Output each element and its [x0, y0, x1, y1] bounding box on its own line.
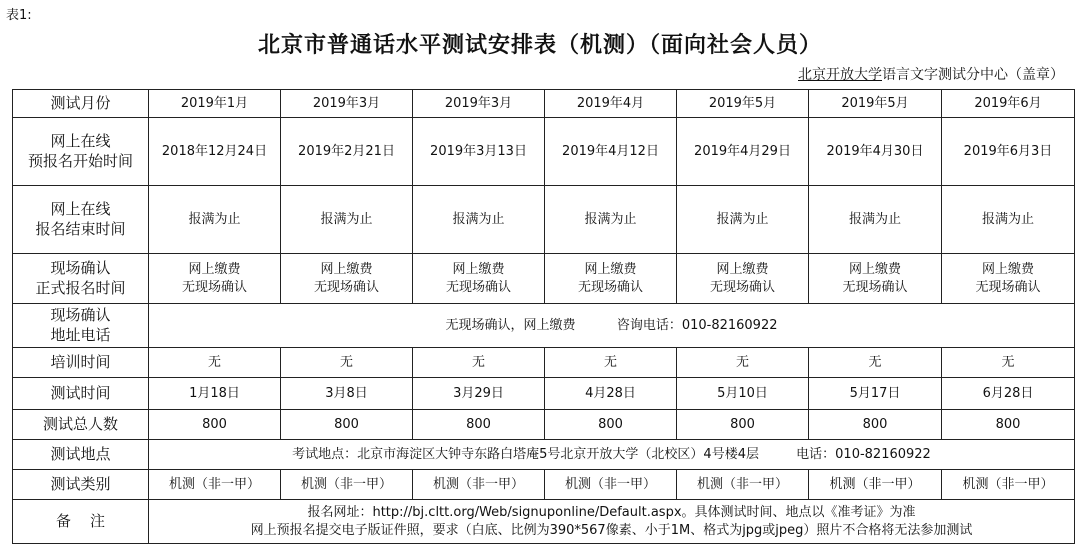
- prereg-start-cell: 2019年4月12日: [545, 118, 677, 186]
- training-cell: 无: [413, 348, 545, 378]
- row-test-time: [13, 378, 1075, 410]
- prereg-start-cell: 2018年12月24日: [149, 118, 281, 186]
- month-cell: 2019年3月: [413, 90, 545, 118]
- row-header: 备 注: [13, 500, 149, 544]
- reg-end-cell: 报满为止: [413, 186, 545, 254]
- remarks-line: 网上预报名提交电子版证件照，要求（白底、比例为390*567像素、小于1M、格式为jpg或jpeg）照片不合格将无法参加测试: [250, 522, 973, 538]
- row-header: [13, 304, 149, 348]
- training-cell: 无: [281, 348, 413, 378]
- reg-end-cell: 报满为止: [149, 186, 281, 254]
- category-cell: 机测（非一甲）: [413, 470, 545, 500]
- row-header: 测试月份: [13, 90, 149, 118]
- row-header: 测试类别: [13, 470, 149, 500]
- row-test-location: [13, 440, 1075, 470]
- total-cell: 800: [677, 410, 809, 440]
- row-remarks: [13, 500, 1075, 544]
- reg-end-cell: 报满为止: [677, 186, 809, 254]
- training-cell: 无: [942, 348, 1075, 378]
- onsite-confirm-cell: 网上缴费 无现场确认: [677, 254, 809, 304]
- row-header-line: 地址电话: [50, 325, 111, 344]
- row-test-category: [13, 470, 1075, 500]
- onsite-confirm-cell: 网上缴费 无现场确认: [281, 254, 413, 304]
- test-time-cell: 3月29日: [413, 378, 545, 410]
- total-cell: 800: [942, 410, 1075, 440]
- address-phone-cell: 无现场确认，网上缴费 咨询电话：010-82160922: [149, 304, 1075, 348]
- test-time-cell: 1月18日: [149, 378, 281, 410]
- row-header-line: 现场确认: [50, 306, 111, 324]
- row-header-line: 报名结束时间: [35, 219, 126, 238]
- prereg-start-cell: 2019年2月21日: [281, 118, 413, 186]
- prereg-start-cell: 2019年4月29日: [677, 118, 809, 186]
- row-header-line: 预报名开始时间: [27, 151, 133, 170]
- onsite-confirm-cell: 网上缴费 无现场确认: [545, 254, 677, 304]
- reg-end-cell: 报满为止: [942, 186, 1075, 254]
- category-cell: 机测（非一甲）: [677, 470, 809, 500]
- location-cell: 考试地点：北京市海淀区大钟寺东路白塔庵5号北京开放大学（北校区）4号楼4层 电话：010-82160922: [149, 440, 1075, 470]
- remarks-line: 报名网址：http://bj.cltt.org/Web/signuponline/Default.aspx。具体测试时间、地点以《准考证》为准: [307, 504, 916, 520]
- schedule-table: [12, 89, 1075, 544]
- reg-end-cell: 报满为止: [545, 186, 677, 254]
- row-header-line: 正式报名时间: [35, 278, 126, 297]
- month-cell: 2019年5月: [677, 90, 809, 118]
- row-header: [13, 254, 149, 304]
- page-title: 北京市普通话水平测试安排表（机测）（面向社会人员）: [257, 33, 822, 58]
- row-onsite-confirm: [13, 254, 1075, 304]
- remarks-cell: [149, 500, 1075, 544]
- total-cell: 800: [413, 410, 545, 440]
- total-cell: 800: [809, 410, 942, 440]
- table-label: 表1:: [6, 8, 32, 23]
- month-cell: 2019年4月: [545, 90, 677, 118]
- prereg-start-cell: 2019年6月3日: [942, 118, 1075, 186]
- test-time-cell: 5月10日: [677, 378, 809, 410]
- row-test-month: [13, 90, 1075, 118]
- month-cell: 2019年5月: [809, 90, 942, 118]
- prereg-start-cell: 2019年3月13日: [413, 118, 545, 186]
- onsite-confirm-cell: 网上缴费 无现场确认: [809, 254, 942, 304]
- training-cell: 无: [809, 348, 942, 378]
- test-time-cell: 5月17日: [809, 378, 942, 410]
- reg-end-cell: 报满为止: [281, 186, 413, 254]
- onsite-confirm-cell: 网上缴费 无现场确认: [413, 254, 545, 304]
- month-cell: 2019年1月: [149, 90, 281, 118]
- onsite-confirm-cell: 网上缴费 无现场确认: [942, 254, 1075, 304]
- row-training-time: [13, 348, 1075, 378]
- category-cell: 机测（非一甲）: [545, 470, 677, 500]
- row-address-phone: [13, 304, 1075, 348]
- total-cell: 800: [281, 410, 413, 440]
- row-header-line: 网上在线: [50, 132, 111, 150]
- test-time-cell: 6月28日: [942, 378, 1075, 410]
- training-cell: 无: [149, 348, 281, 378]
- row-header: 测试地点: [13, 440, 149, 470]
- issuer-university: 北京开放大学: [798, 67, 882, 83]
- test-time-cell: 4月28日: [545, 378, 677, 410]
- row-header-line: 现场确认: [50, 259, 111, 277]
- row-header: [13, 118, 149, 186]
- row-prereg-start: [13, 118, 1075, 186]
- row-header: 培训时间: [13, 348, 149, 378]
- row-header: [13, 186, 149, 254]
- category-cell: 机测（非一甲）: [809, 470, 942, 500]
- row-header: 测试总人数: [13, 410, 149, 440]
- category-cell: 机测（非一甲）: [942, 470, 1075, 500]
- total-cell: 800: [149, 410, 281, 440]
- row-header-line: 网上在线: [50, 200, 111, 218]
- issuer-center: 语言文字测试分中心（盖章）: [882, 67, 1064, 83]
- month-cell: 2019年3月: [281, 90, 413, 118]
- row-total-count: [13, 410, 1075, 440]
- prereg-start-cell: 2019年4月30日: [809, 118, 942, 186]
- category-cell: 机测（非一甲）: [281, 470, 413, 500]
- reg-end-cell: 报满为止: [809, 186, 942, 254]
- test-time-cell: 3月8日: [281, 378, 413, 410]
- onsite-confirm-cell: 网上缴费 无现场确认: [149, 254, 281, 304]
- issuer-line: [798, 64, 1064, 84]
- row-header: 测试时间: [13, 378, 149, 410]
- month-cell: 2019年6月: [942, 90, 1075, 118]
- training-cell: 无: [677, 348, 809, 378]
- category-cell: 机测（非一甲）: [149, 470, 281, 500]
- row-reg-end: [13, 186, 1075, 254]
- training-cell: 无: [545, 348, 677, 378]
- total-cell: 800: [545, 410, 677, 440]
